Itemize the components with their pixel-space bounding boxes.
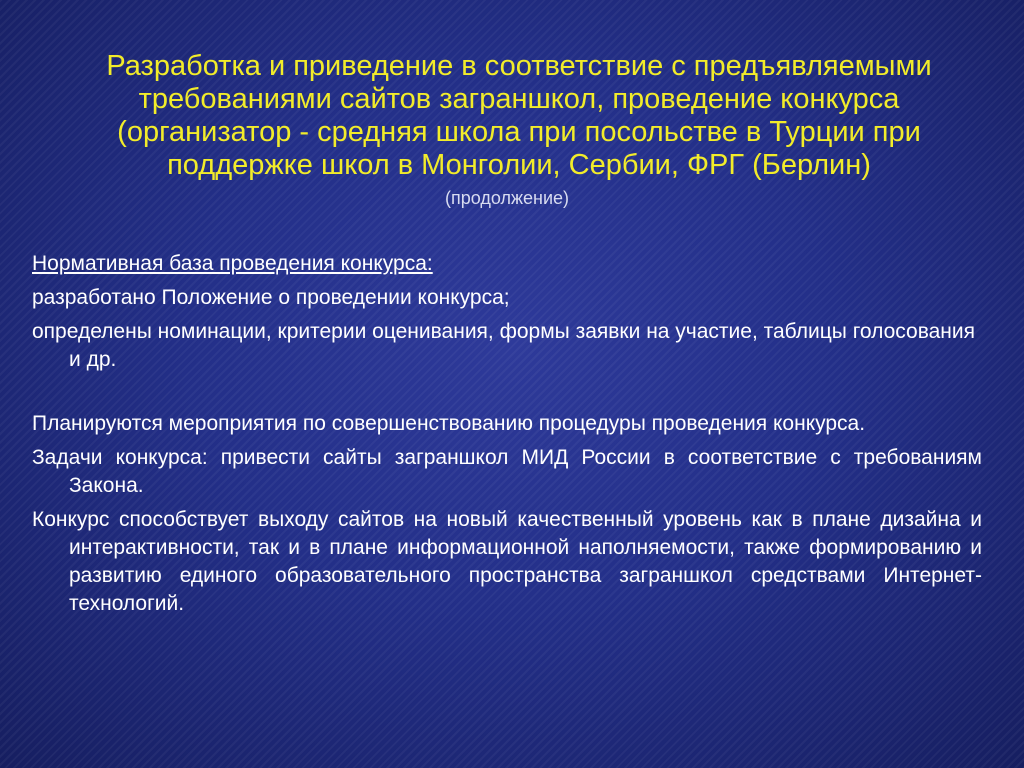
- list-item: разработано Положение о проведении конкурса;: [32, 286, 510, 309]
- paragraph-gap: [32, 380, 982, 410]
- title-line-2: требованиями сайтов заграншкол, проведение конкурса: [138, 83, 900, 115]
- title-line-1: Разработка и приведение в соответствие с предъявляемыми: [106, 50, 932, 82]
- list-item: определены номинации, критерии оценивания, формы заявки на участие, таблицы голосования и др.: [32, 320, 976, 371]
- slide-title: [54, 50, 984, 182]
- slide-body: [32, 250, 982, 624]
- title-line-3: (организатор - средняя школа при посольстве в Турции при: [117, 116, 921, 148]
- list-item: Задачи конкурса: привести сайты заграншкол МИД России в соответствие с требованиям Закона.: [32, 446, 982, 497]
- continuation-note: (продолжение): [444, 188, 570, 208]
- section-heading: Нормативная база проведения конкурса:: [32, 252, 433, 275]
- title-line-4: поддержке школ в Монголии, Сербии, ФРГ (Берлин): [167, 149, 871, 181]
- list-item: Планируются мероприятия по совершенствованию процедуры проведения конкурса.: [32, 412, 866, 435]
- list-item: Конкурс способствует выходу сайтов на новый качественный уровень как в плане дизайна и интерактивности, так и в плане информационной наполняемости, также формированию и развитию единого образовательного пространства заграншкол средствами Интернет-технологий.: [32, 508, 982, 615]
